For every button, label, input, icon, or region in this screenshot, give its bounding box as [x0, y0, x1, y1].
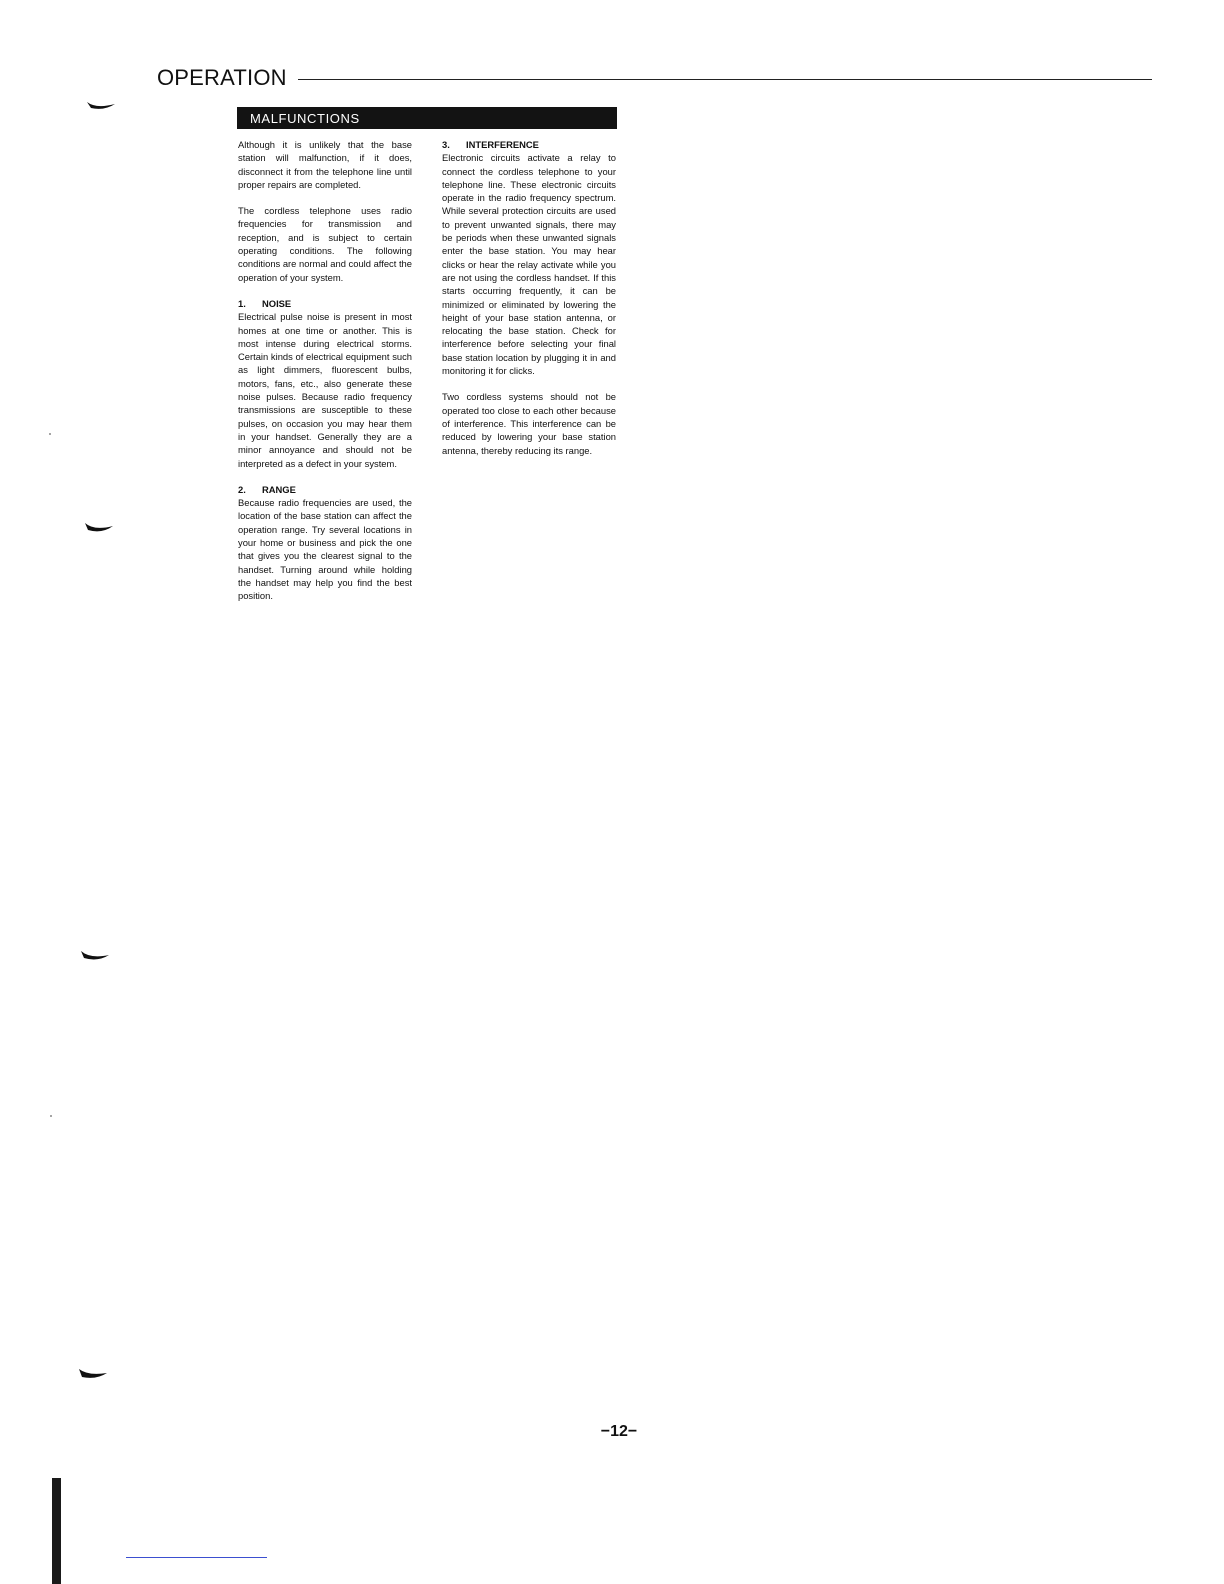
range-heading-text: RANGE — [262, 483, 296, 495]
interference-heading-text: INTERFERENCE — [466, 139, 539, 150]
intro-paragraph-2: The cordless telephone uses radio frequencies for transmission and reception, and is subject to certain operating conditions. The following conditions are normal and could affect the operation of your system. — [238, 205, 412, 283]
scan-edge-bar — [52, 1478, 61, 1584]
interference-number: 3. — [442, 139, 450, 150]
noise-heading — [238, 297, 412, 310]
section-title-bar — [237, 107, 617, 129]
scan-speck — [49, 433, 51, 435]
page-header — [157, 64, 1152, 96]
binder-hole-mark — [86, 100, 116, 112]
noise-number: 1. — [238, 297, 246, 309]
section-title: MALFUNCTIONS — [250, 111, 360, 126]
bottom-rule — [126, 1557, 267, 1558]
range-body: Because radio frequencies are used, the location of the base station can affect the operation range. Try several locations in your home or business and pick the one that gives you the clearest signal to the handset. Turning around while holding the handset may help you find the best position. — [238, 497, 412, 602]
binder-hole-mark — [84, 522, 114, 534]
page-number: −12− — [600, 1423, 638, 1440]
header-rule — [298, 79, 1152, 80]
noise-body: Electrical pulse noise is present in most homes at one time or another. This is most intense during electrical storms. Certain kinds of electrical equipment such as light dimmers, fluorescent bulbs, motors, fans, etc., also generate these noise pulses. Because radio frequency transmissions are susceptible to these pulses, on occasion you may hear them in your handset. Generally they are a minor annoyance and should not be interpreted as a defect in your system. — [238, 311, 412, 469]
scan-speck — [50, 1115, 52, 1117]
noise-heading-text: NOISE — [262, 297, 292, 309]
range-number: 2. — [238, 483, 246, 495]
left-column — [238, 138, 412, 616]
page-title: OPERATION — [157, 65, 287, 90]
closing-paragraph: Two cordless systems should not be operated too close to each other because of interference. This interference can be reduced by lowering your base station antenna, thereby reducing its range. — [442, 391, 616, 456]
interference-heading — [442, 138, 616, 151]
right-column — [442, 138, 616, 470]
binder-hole-mark — [78, 1368, 108, 1380]
range-heading — [238, 483, 412, 496]
intro-paragraph-1: Although it is unlikely that the base station will malfunction, if it does, disconnect it from the telephone line until proper repairs are completed. — [238, 139, 412, 190]
interference-body: Electronic circuits activate a relay to connect the cordless telephone to your telephone line. These electronic circuits operate in the radio frequency spectrum. While several protection circuits are used to prevent unwanted signals, there may be periods when these unwanted signals enter the base station. You may hear clicks or hear the relay activate while you are not using the cordless handset. If this starts occurring frequently, it can be minimized or eliminated by lowering the height of your base station antenna, or relocating the base station. Check for interference before selecting your final base station location by plugging it in and monitoring it for clicks. — [442, 152, 616, 377]
binder-hole-mark — [80, 950, 110, 962]
